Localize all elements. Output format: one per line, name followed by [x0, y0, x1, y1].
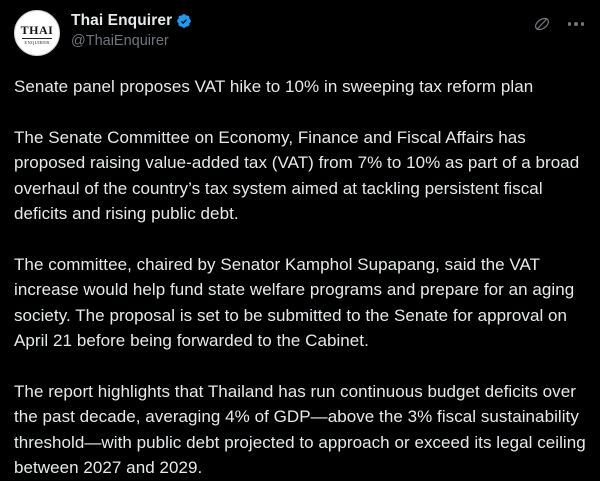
tweet-paragraph-1: The Senate Committee on Economy, Finance and Fiscal Affairs has proposed raising value-added tax (VAT) from 7% to 10% as part of a broad overhaul of the country’s tax system aimed at tackling persistent fiscal deficits and rising public debt. [14, 127, 580, 223]
avatar-text-top: THAI [20, 22, 54, 37]
avatar-divider [22, 38, 52, 39]
author-display-name[interactable]: Thai Enquirer [71, 12, 173, 29]
tweet-header [14, 10, 586, 56]
tweet-paragraph-headline: Senate panel proposes VAT hike to 10% in sweeping tax reform plan [14, 77, 534, 96]
more-options-icon[interactable] [566, 14, 586, 34]
verified-badge-icon [176, 13, 192, 29]
author-handle[interactable]: @ThaiEnquirer [71, 33, 169, 49]
more-options-dots [568, 22, 585, 26]
grok-actions-icon[interactable] [532, 14, 552, 34]
avatar[interactable] [14, 10, 60, 56]
tweet-text [14, 74, 586, 481]
tweet-paragraph-3: The report highlights that Thailand has run continuous budget deficits over the past decade, averaging 4% of GDP—above the 3% fiscal sustainability threshold—with public debt projected to approach or exceed its legal ceiling between 2027 and 2029. [14, 381, 586, 477]
tweet-paragraph-2: The committee, chaired by Senator Kamphol Supapang, said the VAT increase would help fund state welfare programs and prepare for an aging society. The proposal is set to be submitted to the Senate for approval on April 21 before being forwarded to the Cabinet. [14, 254, 575, 350]
author-identity [71, 10, 192, 51]
avatar-text-bottom: ENQUIRER [24, 39, 50, 45]
header-actions [532, 14, 586, 34]
author-name-row [71, 11, 192, 31]
